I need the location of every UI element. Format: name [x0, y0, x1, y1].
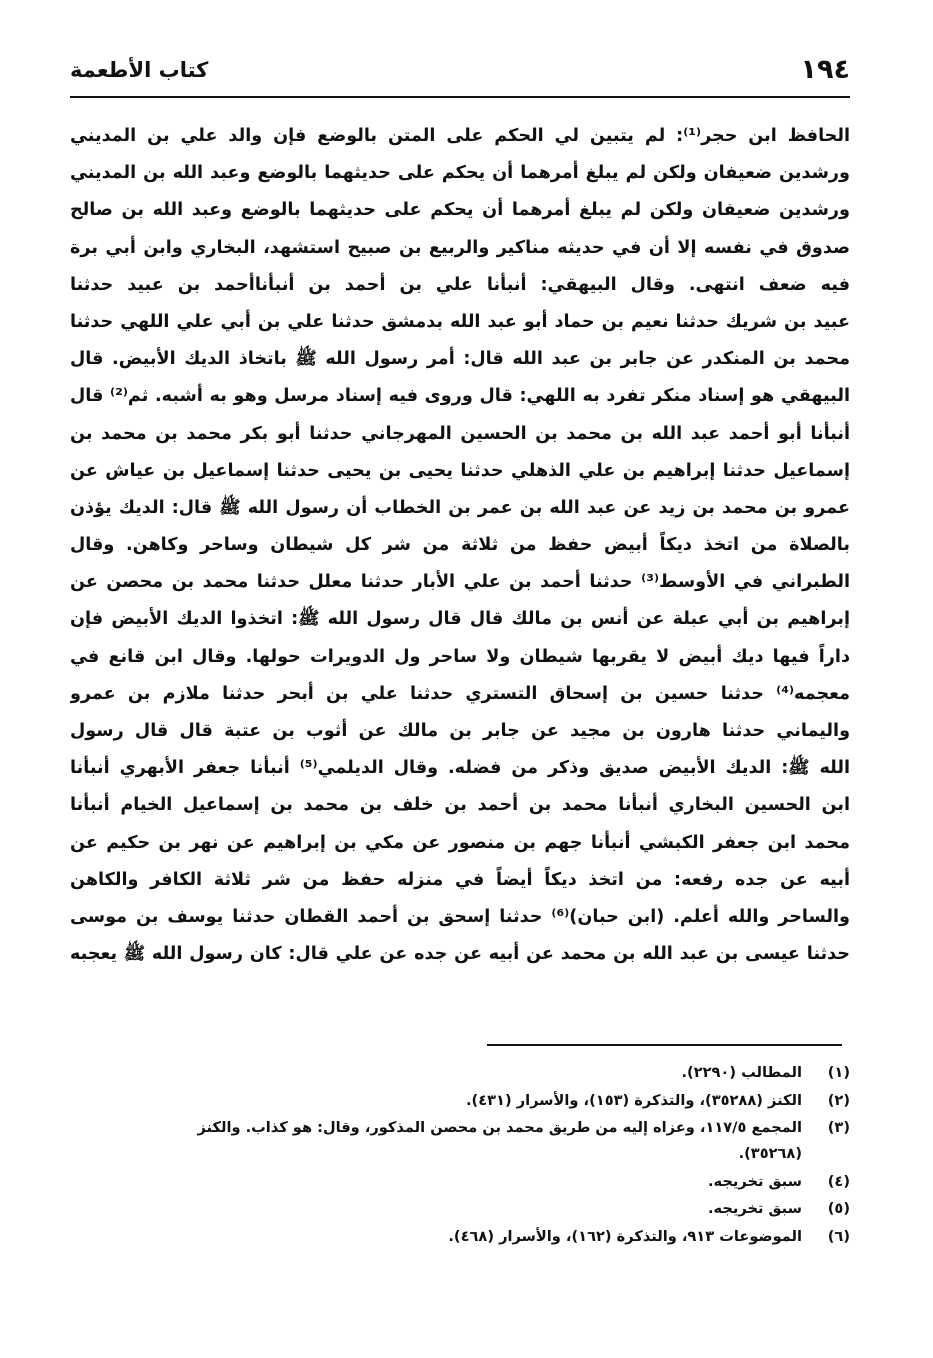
footnotes — [70, 1060, 850, 1290]
footnote-text: المجمع ١١٧/٥، وعزاه إليه من طريق محمد بن محصن المذكور، وقال: هو كذاب. والكنز — [197, 1119, 802, 1136]
footnote-text: سبق تخريجه. — [707, 1200, 802, 1217]
footnote-separator — [487, 1044, 842, 1046]
text-line: معجمه⁽⁴⁾ حدثنا حسين بن إسحاق التستري حدثنا علي بن أبحر حدثنا ملازم بن عمرو — [70, 683, 850, 704]
text-line: بالصلاة من اتخذ ديكاً أبيض حفظ من ثلاثة من شر كل شيطان وساحر وكاهن. وقال — [70, 535, 850, 556]
footnote-item — [70, 1196, 850, 1222]
text-line: الحافظ ابن حجر⁽¹⁾: لم يتبين لي الحكم على المتن بالوضع فإن والد علي بن المديني — [70, 126, 850, 146]
footnote-number: (٥) — [827, 1200, 850, 1217]
footnote-item — [70, 1224, 850, 1250]
footnote-item — [70, 1060, 850, 1086]
text-line: صدوق في نفسه إلا أن في حديثه مناكير والربيع بن صبيح استشهد، البخاري وابن أبي برة — [70, 237, 850, 258]
text-line: واليماني حدثنا هارون بن مجيد عن جابر بن مالك عن أثوب بن عتبة قال قال رسول — [70, 721, 850, 741]
running-title: كتاب الأطعمة — [70, 58, 209, 82]
text-line: حدثنا عيسى بن عبد الله بن محمد عن أبيه عن جده عن علي قال: كان رسول الله ﷺ يعجبه — [70, 944, 850, 965]
footnote-text: الموضوعات ٩١٣، والتذكرة (١٦٢)، والأسرار (٤٦٨). — [448, 1227, 802, 1245]
text-line: أنبأنا أبو أحمد عبد الله بن محمد بن الحسين المهرجاني حدثنا أبو بكر محمد بن محمد بن — [70, 423, 850, 444]
text-line: محمد بن المنكدر عن جابر بن عبد الله قال: أمر رسول الله ﷺ باتخاذ الديك الأبيض. قال — [70, 349, 850, 370]
text-line: داراً فيها ديك أبيض لا يقربها شيطان ولا ساحر ول الدويرات حولها. وقال ابن قانع في — [70, 646, 850, 667]
text-line: فيه ضعف انتهى. وقال البيهقي: أنبأنا علي بن أحمد بن أنبأناأحمد بن عبيد حدثنا — [70, 274, 850, 295]
footnote-text: الكنز (٣٥٢٨٨)، والتذكرة (١٥٣)، والأسرار (٤٣١). — [466, 1091, 802, 1109]
text-line: عمرو بن محمد بن زيد عن عبد الله بن عمر بن الخطاب أن رسول الله ﷺ قال: الديك يؤذن — [70, 497, 850, 518]
text-line: ابن الحسين البخاري أنبأنا محمد بن أحمد بن خلف بن محمد بن إسماعيل الخيام أنبأنا — [70, 795, 850, 816]
page-header — [70, 52, 850, 98]
text-line: والساحر والله أعلم. (ابن حبان)⁽⁶⁾ حدثنا إسحق بن أحمد القطان حدثنا يوسف بن موسى — [70, 906, 850, 927]
footnote-item — [70, 1115, 850, 1167]
page-number: ١٩٤ — [800, 54, 850, 85]
text-line: إسماعيل حدثنا إبراهيم بن علي الذهلي حدثنا يحيى بن يحيى حدثنا إسماعيل بن عياش عن — [70, 460, 850, 481]
footnote-number: (١) — [827, 1064, 850, 1081]
text-line: ورشدين ضعيفان ولكن لم يبلغ أمرهما أن يحكم على حديثهما بالوضع وعبد الله بن المديني — [70, 163, 850, 184]
footnote-text: سبق تخريجه. — [707, 1172, 802, 1190]
text-line: الله ﷺ: الديك الأبيض صديق وذكر من فضله. وقال الديلمي⁽⁵⁾ أنبأنا جعفر الأبهري أنبأنا — [70, 758, 850, 779]
text-line: البيهقي هو إسناد منكر تفرد به اللهي: قال وروى فيه إسناد مرسل وهو به أشبه. ثم⁽²⁾ قال — [70, 386, 850, 407]
text-line: محمد ابن جعفر الكبشي أنبأنا جهم بن منصور عن مكي بن إبراهيم عن نهر بن حكيم عن — [70, 832, 850, 853]
text-line: عبيد بن شريك حدثنا نعيم بن حماد أبو عبد الله بدمشق حدثنا علي بن أبي علي اللهي حدثنا — [70, 311, 850, 332]
text-line: ورشدين ضعيفان ولكن لم يبلغ أمرهما أن يحكم على حديثهما بالوضع وعبد الله بن صالح — [70, 200, 850, 221]
footnote-text-continuation: (٣٥٢٦٨). — [738, 1145, 802, 1162]
main-text — [70, 118, 850, 1010]
footnote-text: المطالب (٢٢٩٠). — [681, 1064, 802, 1081]
text-line: الطبراني في الأوسط⁽³⁾ حدثنا أحمد بن علي الأبار حدثنا معلل حدثنا محمد بن محصن عن — [70, 572, 850, 593]
footnote-item — [70, 1169, 850, 1195]
footnote-number: (٦) — [827, 1227, 850, 1245]
footnote-number: (٣) — [827, 1119, 850, 1136]
footnote-number: (٤) — [827, 1172, 850, 1190]
footnote-item — [70, 1088, 850, 1114]
text-line: أبيه عن جده رفعه: من اتخذ ديكاً أيضاً في منزله حفظ من شر ثلاثة الكافر والكاهن — [70, 869, 850, 890]
text-line: إبراهيم بن أبي عبلة عن أنس بن مالك قال قال رسول الله ﷺ: اتخذوا الديك الأبيض فإن — [70, 609, 850, 630]
footnote-number: (٢) — [827, 1091, 850, 1109]
